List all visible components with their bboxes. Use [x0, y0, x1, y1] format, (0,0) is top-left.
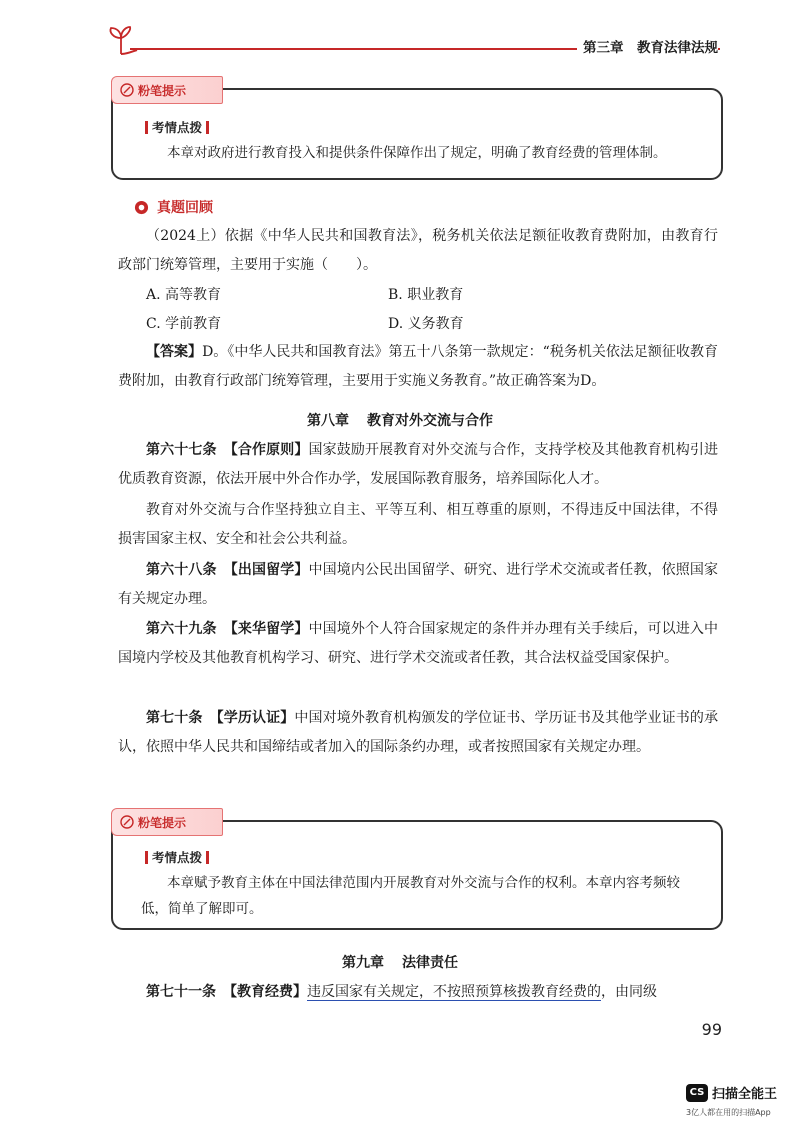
article-71-rest: ，由同级 [601, 984, 657, 1000]
article-70-text: 中国对境外教育机构颁发的学位证书、学历证书及其他学业证书的承认，依照中华人民共和国缔结或者加入的国际条约办理，或者按照国家有关规定办理。 [118, 710, 718, 755]
article-69-text: 中国境外个人符合国家规定的条件并办理有关手续后，可以进入中国境内学校及其他教育机构学习、研究、进行学术交流或者任教，其合法权益受国家保护。 [118, 621, 718, 666]
tip-label [111, 808, 223, 836]
review-answer [118, 338, 718, 396]
tip-tag-text: 考情点拨 [152, 120, 203, 135]
option-c: C. 学前教育 [146, 316, 222, 332]
scanner-watermark [686, 1083, 777, 1102]
tag-bar-right [206, 121, 209, 134]
tip-box-2 [111, 815, 723, 930]
chapter9-num: 第九章 [342, 955, 384, 971]
answer-label: 【答案】 [146, 344, 203, 360]
article-70-label: 第七十条 【学历认证】 [146, 710, 295, 726]
article-68-text: 中国境内公民出国留学、研究、进行学术交流或者任教，依照国家有关规定办理。 [118, 562, 718, 607]
article-70 [118, 704, 718, 762]
camscanner-logo-icon: CS [686, 1084, 708, 1102]
article-71 [118, 978, 718, 1007]
chapter-header-title: 第三章 教育法律法规 [577, 36, 718, 56]
tag-bar-right [206, 851, 209, 864]
article-67-p2: 教育对外交流与合作坚持独立自主、平等互利、相互尊重的原则，不得违反中国法律，不得损害国家主权、安全和社会公共利益。 [118, 502, 718, 547]
tip-text: 本章对政府进行教育投入和提供条件保障作出了规定，明确了教育经费的管理体制。 [167, 145, 667, 161]
tip-text: 本章赋予教育主体在中国法律范围内开展教育对外交流与合作的权利。本章内容考频较低，简单了解即可。 [141, 875, 680, 917]
chapter9-name: 法律责任 [402, 955, 458, 971]
sprout-ornament-icon [103, 24, 139, 56]
tip-tag [141, 118, 213, 136]
article-67 [118, 436, 718, 494]
review-heading [134, 197, 213, 217]
tip-label [111, 76, 223, 104]
chapter8-name: 教育对外交流与合作 [367, 413, 493, 429]
chapter8-title [0, 410, 800, 430]
tip-label-text: 粉笔提示 [138, 815, 187, 830]
option-a: A. 高等教育 [146, 287, 222, 303]
article-68 [118, 556, 718, 614]
tip-box-1 [111, 83, 723, 180]
article-67-text: 国家鼓励开展教育对外交流与合作，支持学校及其他教育机构引进优质教育资源，依法开展中外合作办学，发展国际教育服务，培养国际化人才。 [118, 442, 718, 487]
underlined-phrase-1: 违反国家有关规定， [307, 984, 433, 1000]
article-71-label: 第七十一条 【教育经费】 [146, 984, 307, 1000]
watermark-subtitle: 3亿人都在用的扫描App [686, 1108, 771, 1117]
article-69 [118, 615, 718, 673]
chapter9-title [0, 952, 800, 972]
article-68-label: 第六十八条 【出国留学】 [146, 562, 309, 578]
review-question: （2024上）依据《中华人民共和国教育法》，税务机关依法足额征收教育费附加，由教育行政部门统筹管理，主要用于实施（ ）。 [118, 228, 718, 273]
pencil-icon [120, 83, 134, 97]
tip-tag [141, 848, 213, 866]
article-69-label: 第六十九条 【来华留学】 [146, 621, 309, 637]
chapter8-num: 第八章 [307, 413, 349, 429]
answer-text: D。《中华人民共和国教育法》第五十八条第一款规定：“税务机关依法足额征收教育费附加，由教育行政部门统筹管理，主要用于实施义务教育。”故正确答案为D。 [118, 344, 718, 389]
pencil-icon [120, 815, 134, 829]
review-heading-text: 真题回顾 [157, 200, 213, 216]
watermark-name: 扫描全能王 [712, 1087, 778, 1102]
page-number: 99 [701, 1020, 722, 1039]
tip-label-text: 粉笔提示 [138, 83, 187, 98]
tag-bar-left [145, 851, 148, 864]
underlined-phrase-2: 不按照预算核拨教育经费的 [433, 984, 601, 1000]
option-b: B. 职业教育 [388, 287, 464, 303]
sun-badge-icon [134, 200, 149, 215]
option-d: D. 义务教育 [388, 316, 464, 332]
article-67-label: 第六十七条 【合作原则】 [146, 442, 309, 458]
tag-bar-left [145, 121, 148, 134]
tip-tag-text: 考情点拨 [152, 850, 203, 865]
